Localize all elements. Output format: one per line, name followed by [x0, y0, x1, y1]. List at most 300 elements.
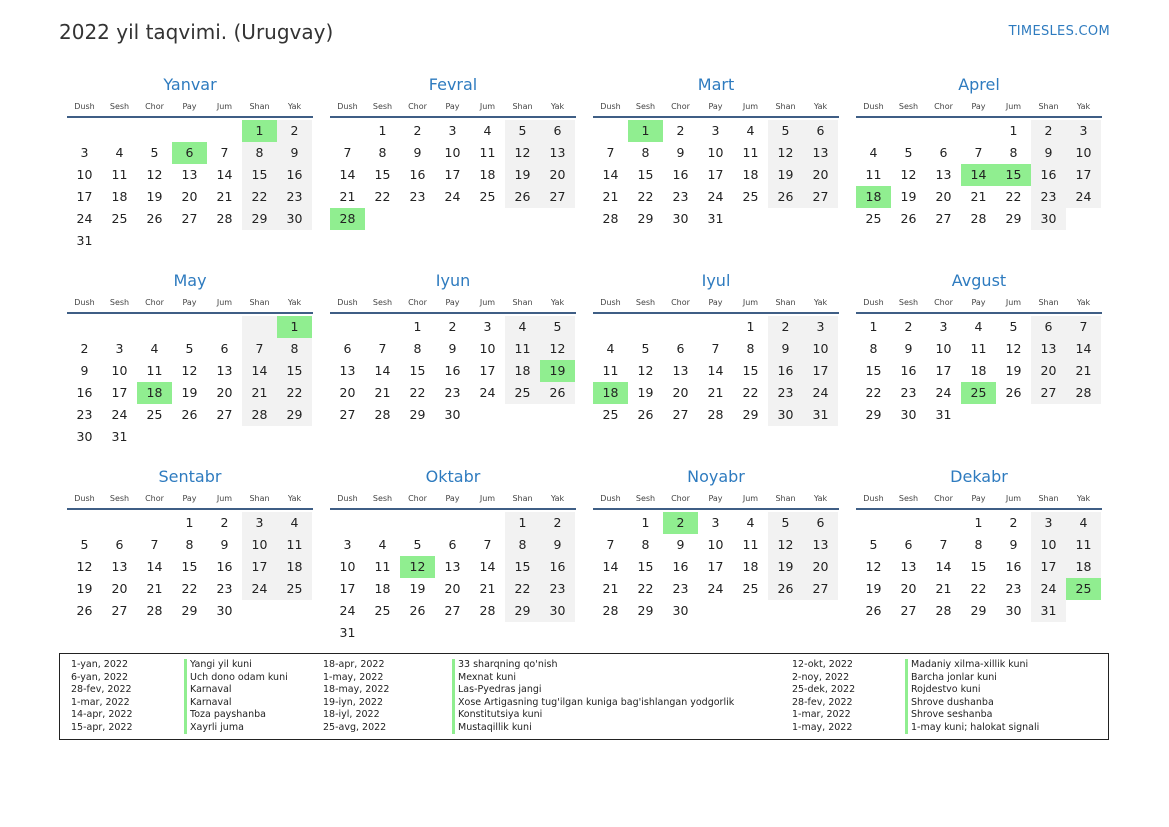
- calendar-day: 7: [242, 338, 277, 360]
- calendar-day: 21: [146, 581, 163, 596]
- calendar-day: 28: [1066, 382, 1101, 404]
- calendar-day: 7: [939, 537, 948, 552]
- calendar-day: 2: [277, 120, 312, 142]
- weekday-header: [856, 490, 1102, 510]
- calendar-day: 28: [242, 404, 277, 426]
- calendar-day: 23: [1031, 186, 1066, 208]
- calendar-day: 4: [869, 145, 878, 160]
- calendar-day: 11: [865, 167, 882, 182]
- weekday-label: Sesh: [898, 102, 919, 111]
- weekday-label: Shan: [775, 102, 796, 111]
- weekday-label: Jum: [742, 298, 759, 307]
- calendar-day: 8: [641, 145, 650, 160]
- calendar-day: 9: [904, 341, 913, 356]
- calendar-day: 22: [277, 382, 312, 404]
- empty-day: [926, 512, 961, 534]
- calendar-day: 8: [641, 537, 650, 552]
- calendar-day: 13: [1031, 338, 1066, 360]
- legend-row: [792, 709, 1169, 722]
- weekday-header: [330, 490, 576, 510]
- holiday-day: 25: [1066, 578, 1101, 600]
- weekday-label: Chor: [145, 102, 164, 111]
- calendar-day: 8: [378, 145, 387, 160]
- month-name: Iyun: [435, 271, 471, 290]
- holiday-day: 19: [540, 360, 575, 382]
- calendar-day: 23: [540, 578, 575, 600]
- calendar-day: 20: [444, 581, 461, 596]
- calendar-day: 28: [146, 603, 163, 618]
- holiday-date: 1-may, 2022: [792, 721, 853, 733]
- calendar-day: 29: [970, 603, 987, 618]
- weekday-label: Dush: [863, 494, 884, 503]
- calendar-day: 2: [904, 319, 913, 334]
- calendar-day: 19: [1005, 363, 1022, 378]
- calendar-day: 26: [181, 407, 198, 422]
- calendar-day: 17: [1066, 164, 1101, 186]
- weekday-label: Yak: [813, 494, 828, 503]
- calendar-day: 12: [146, 167, 163, 182]
- weekday-label: Chor: [145, 298, 164, 307]
- calendar-day: 28: [602, 211, 619, 226]
- weekday-label: Chor: [671, 298, 690, 307]
- calendar-day: 19: [900, 189, 917, 204]
- empty-day: [67, 316, 102, 338]
- calendar-day: 11: [505, 338, 540, 360]
- empty-day: [435, 512, 470, 534]
- calendar-day: 17: [76, 189, 93, 204]
- calendar-day: 29: [637, 211, 654, 226]
- calendar-day: 1: [378, 123, 387, 138]
- holiday-day: 1: [628, 120, 663, 142]
- calendar-day: 22: [181, 581, 198, 596]
- calendar-day: 8: [277, 338, 312, 360]
- empty-day: [628, 316, 663, 338]
- holiday-name: Madaniy xilma-xillik kuni: [905, 659, 1028, 672]
- month-block: [593, 72, 839, 264]
- calendar-day: 27: [803, 186, 838, 208]
- calendar-day: 8: [413, 341, 422, 356]
- calendar-day: 24: [707, 189, 724, 204]
- legend-row: [323, 684, 823, 697]
- calendar-day: 23: [409, 189, 426, 204]
- weekday-label: Pay: [445, 494, 460, 503]
- weekday-header: [67, 490, 313, 510]
- calendar-day: 28: [935, 603, 952, 618]
- weekday-label: Pay: [182, 298, 197, 307]
- weekday-label: Chor: [145, 494, 164, 503]
- holiday-day: 2: [663, 512, 698, 534]
- empty-day: [891, 120, 926, 142]
- calendar-day: 16: [1031, 164, 1066, 186]
- calendar-day: 26: [409, 603, 426, 618]
- calendar-day: 26: [76, 603, 93, 618]
- calendar-day: 1: [1009, 123, 1018, 138]
- calendar-day: 3: [80, 145, 89, 160]
- calendar-day: 14: [216, 167, 233, 182]
- weekday-label: Yak: [813, 298, 828, 307]
- calendar-day: 10: [707, 145, 724, 160]
- calendar-day: 21: [970, 189, 987, 204]
- calendar-day: 9: [676, 145, 685, 160]
- calendar-day: 3: [242, 512, 277, 534]
- weekday-label: Jum: [742, 102, 759, 111]
- empty-day: [102, 316, 137, 338]
- calendar-day: 30: [444, 407, 461, 422]
- month-name: Aprel: [958, 75, 1000, 94]
- calendar-day: 22: [970, 581, 987, 596]
- calendar-day: 9: [220, 537, 229, 552]
- calendar-day: 21: [602, 581, 619, 596]
- calendar-day: 25: [742, 581, 759, 596]
- holiday-day: 1: [242, 120, 277, 142]
- legend-row: [323, 722, 823, 735]
- day-grid: [67, 120, 313, 252]
- calendar-day: 25: [742, 189, 759, 204]
- calendar-day: 21: [1066, 360, 1101, 382]
- weekday-header: [330, 98, 576, 118]
- calendar-day: 20: [216, 385, 233, 400]
- calendar-day: 12: [900, 167, 917, 182]
- calendar-day: 27: [444, 603, 461, 618]
- calendar-day: 24: [242, 578, 277, 600]
- calendar-day: 5: [768, 512, 803, 534]
- calendar-day: 24: [111, 407, 128, 422]
- empty-day: [330, 120, 365, 142]
- calendar-day: 18: [374, 581, 391, 596]
- weekday-header: [593, 490, 839, 510]
- calendar-day: 24: [479, 385, 496, 400]
- calendar-day: 29: [242, 208, 277, 230]
- month-block: [330, 72, 576, 264]
- calendar-day: 16: [1005, 559, 1022, 574]
- holiday-name: Toza payshanba: [184, 709, 266, 722]
- month-name: Yanvar: [163, 75, 217, 94]
- weekday-label: Dush: [74, 102, 95, 111]
- holiday-day: 18: [856, 186, 891, 208]
- empty-day: [137, 316, 172, 338]
- weekday-label: Dush: [863, 102, 884, 111]
- legend-row: [323, 659, 823, 672]
- empty-day: [470, 512, 505, 534]
- empty-day: [365, 512, 400, 534]
- calendar-day: 3: [711, 123, 720, 138]
- calendar-day: 12: [540, 338, 575, 360]
- calendar-day: 13: [111, 559, 128, 574]
- calendar-day: 15: [637, 559, 654, 574]
- holiday-name: 1-may kuni; halokat signali: [905, 722, 1039, 735]
- calendar-day: 11: [742, 145, 759, 160]
- calendar-day: 21: [339, 189, 356, 204]
- legend-column: [323, 659, 823, 734]
- calendar-day: 9: [80, 363, 89, 378]
- calendar-day: 5: [904, 145, 913, 160]
- legend-row: [792, 684, 1169, 697]
- calendar-day: 2: [413, 123, 422, 138]
- brand-link[interactable]: TIMESLES.COM: [1008, 24, 1110, 39]
- calendar-day: 21: [479, 581, 496, 596]
- weekday-label: Yak: [550, 102, 565, 111]
- day-grid: [856, 120, 1102, 230]
- calendar-day: 21: [707, 385, 724, 400]
- weekday-label: Jum: [1005, 102, 1022, 111]
- calendar-day: 4: [378, 537, 387, 552]
- calendar-day: 11: [146, 363, 163, 378]
- calendar-day: 14: [374, 363, 391, 378]
- weekday-label: Yak: [1076, 298, 1091, 307]
- weekday-label: Yak: [1076, 494, 1091, 503]
- weekday-label: Shan: [249, 494, 270, 503]
- calendar-day: 27: [540, 186, 575, 208]
- calendar-day: 16: [409, 167, 426, 182]
- calendar-day: 23: [444, 385, 461, 400]
- calendar-day: 12: [505, 142, 540, 164]
- calendar-day: 12: [181, 363, 198, 378]
- calendar-day: 19: [409, 581, 426, 596]
- calendar-day: 15: [505, 556, 540, 578]
- calendar-day: 22: [242, 186, 277, 208]
- calendar-day: 26: [768, 186, 803, 208]
- empty-day: [698, 316, 733, 338]
- day-grid: [856, 316, 1102, 426]
- calendar-day: 6: [803, 512, 838, 534]
- calendar-day: 25: [602, 407, 619, 422]
- calendar-day: 23: [277, 186, 312, 208]
- month-name: Mart: [697, 75, 735, 94]
- calendar-day: 3: [448, 123, 457, 138]
- calendar-day: 8: [974, 537, 983, 552]
- calendar-day: 6: [448, 537, 457, 552]
- calendar-day: 6: [676, 341, 685, 356]
- calendar-day: 22: [374, 189, 391, 204]
- day-grid: [67, 512, 313, 622]
- calendar-day: 22: [742, 385, 759, 400]
- month-name: Iyul: [701, 271, 731, 290]
- weekday-label: Sesh: [898, 494, 919, 503]
- calendar-day: 27: [216, 407, 233, 422]
- weekday-label: Jum: [216, 494, 233, 503]
- weekday-label: Shan: [1038, 298, 1059, 307]
- calendar-day: 20: [540, 164, 575, 186]
- weekday-label: Jum: [479, 494, 496, 503]
- calendar-day: 20: [111, 581, 128, 596]
- calendar-day: 24: [1031, 578, 1066, 600]
- empty-day: [330, 512, 365, 534]
- calendar-day: 25: [479, 189, 496, 204]
- holiday-date: 18-may, 2022: [323, 684, 390, 695]
- weekday-label: Sesh: [109, 298, 130, 307]
- weekday-label: Pay: [708, 494, 723, 503]
- calendar-day: 9: [1031, 142, 1066, 164]
- calendar-day: 21: [216, 189, 233, 204]
- month-block: [67, 72, 313, 264]
- calendar-day: 22: [637, 581, 654, 596]
- month-name: Dekabr: [950, 467, 1008, 486]
- legend-row: [323, 709, 823, 722]
- empty-day: [102, 512, 137, 534]
- holiday-name: Karnaval: [184, 684, 232, 697]
- calendar-day: 24: [76, 211, 93, 226]
- calendar-day: 9: [413, 145, 422, 160]
- month-name: Oktabr: [425, 467, 481, 486]
- calendar-day: 26: [900, 211, 917, 226]
- weekday-label: Shan: [512, 494, 533, 503]
- calendar-day: 21: [935, 581, 952, 596]
- calendar-day: 31: [1031, 600, 1066, 622]
- calendar-day: 15: [970, 559, 987, 574]
- calendar-day: 13: [216, 363, 233, 378]
- calendar-day: 28: [374, 407, 391, 422]
- calendar-day: 16: [672, 167, 689, 182]
- calendar-day: 12: [637, 363, 654, 378]
- holiday-day: 18: [137, 382, 172, 404]
- weekday-label: Sesh: [372, 102, 393, 111]
- calendar-day: 19: [146, 189, 163, 204]
- weekday-label: Dush: [600, 298, 621, 307]
- calendar-day: 13: [900, 559, 917, 574]
- calendar-day: 29: [637, 603, 654, 618]
- calendar-day: 14: [242, 360, 277, 382]
- calendar-day: 17: [707, 167, 724, 182]
- weekday-label: Shan: [512, 102, 533, 111]
- calendar-day: 1: [869, 319, 878, 334]
- calendar-day: 4: [150, 341, 159, 356]
- weekday-label: Shan: [775, 494, 796, 503]
- weekday-label: Pay: [182, 102, 197, 111]
- calendar-day: 8: [185, 537, 194, 552]
- calendar-day: 17: [707, 559, 724, 574]
- weekday-label: Dush: [337, 102, 358, 111]
- weekday-label: Jum: [479, 102, 496, 111]
- calendar-day: 5: [150, 145, 159, 160]
- calendar-day: 3: [803, 316, 838, 338]
- holiday-name: 33 sharqning qo'nish: [452, 659, 558, 672]
- day-grid: [593, 512, 839, 622]
- calendar-day: 2: [80, 341, 89, 356]
- calendar-day: 28: [602, 603, 619, 618]
- calendar-day: 24: [707, 581, 724, 596]
- calendar-day: 15: [865, 363, 882, 378]
- calendar-day: 23: [672, 581, 689, 596]
- empty-day: [891, 512, 926, 534]
- weekday-header: [67, 294, 313, 314]
- calendar-day: 10: [111, 363, 128, 378]
- weekday-label: Yak: [813, 102, 828, 111]
- calendar-day: 30: [277, 208, 312, 230]
- legend-row: [792, 659, 1169, 672]
- calendar-day: 24: [935, 385, 952, 400]
- empty-day: [330, 316, 365, 338]
- calendar-day: 12: [768, 142, 803, 164]
- calendar-day: 6: [1031, 316, 1066, 338]
- weekday-label: Sesh: [635, 298, 656, 307]
- calendar-day: 13: [540, 142, 575, 164]
- weekday-label: Yak: [550, 298, 565, 307]
- day-grid: [593, 120, 839, 230]
- month-block: [593, 464, 839, 656]
- calendar-day: 13: [339, 363, 356, 378]
- day-grid: [593, 316, 839, 426]
- calendar-day: 10: [803, 338, 838, 360]
- calendar-day: 29: [505, 600, 540, 622]
- weekday-label: Pay: [182, 494, 197, 503]
- weekday-label: Yak: [287, 298, 302, 307]
- calendar-day: 18: [1066, 556, 1101, 578]
- calendar-day: 9: [448, 341, 457, 356]
- calendar-day: 13: [444, 559, 461, 574]
- calendar-day: 10: [1031, 534, 1066, 556]
- weekday-label: Pay: [708, 102, 723, 111]
- empty-day: [400, 512, 435, 534]
- empty-day: [207, 316, 242, 338]
- calendar-day: 7: [150, 537, 159, 552]
- calendar-day: 11: [111, 167, 128, 182]
- calendar-day: 31: [707, 211, 724, 226]
- day-grid: [67, 316, 313, 448]
- holiday-name: Mustaqillik kuni: [452, 722, 532, 735]
- calendar-day: 20: [935, 189, 952, 204]
- calendar-day: 1: [413, 319, 422, 334]
- empty-day: [207, 120, 242, 142]
- holiday-name: Konstitutsiya kuni: [452, 709, 542, 722]
- calendar-day: 28: [970, 211, 987, 226]
- calendar-day: 25: [277, 578, 312, 600]
- calendar-day: 11: [374, 559, 391, 574]
- calendar-day: 10: [339, 559, 356, 574]
- calendar-day: 2: [540, 512, 575, 534]
- calendar-day: 27: [181, 211, 198, 226]
- calendar-day: 29: [181, 603, 198, 618]
- month-name: Fevral: [428, 75, 478, 94]
- calendar-day: 26: [637, 407, 654, 422]
- calendar-day: 12: [1005, 341, 1022, 356]
- calendar-day: 31: [935, 407, 952, 422]
- calendar-day: 17: [803, 360, 838, 382]
- weekday-label: Jum: [479, 298, 496, 307]
- calendar-day: 19: [76, 581, 93, 596]
- legend-row: [792, 672, 1169, 685]
- weekday-label: Chor: [934, 102, 953, 111]
- calendar-day: 16: [768, 360, 803, 382]
- weekday-header: [330, 294, 576, 314]
- weekday-label: Dush: [337, 298, 358, 307]
- day-grid: [330, 120, 576, 230]
- calendar-day: 23: [900, 385, 917, 400]
- calendar-day: 4: [505, 316, 540, 338]
- calendar-day: 4: [115, 145, 124, 160]
- calendar-day: 5: [768, 120, 803, 142]
- month-block: [856, 464, 1102, 656]
- weekday-label: Shan: [512, 298, 533, 307]
- empty-day: [67, 120, 102, 142]
- empty-day: [856, 512, 891, 534]
- empty-day: [593, 316, 628, 338]
- weekday-label: Dush: [74, 298, 95, 307]
- calendar-day: 20: [803, 164, 838, 186]
- calendar-day: 9: [1009, 537, 1018, 552]
- holiday-date: 25-dek, 2022: [792, 684, 856, 695]
- calendar-day: 2: [676, 123, 685, 138]
- month-block: [67, 464, 313, 656]
- calendar-day: 27: [1031, 382, 1066, 404]
- weekday-label: Jum: [1005, 494, 1022, 503]
- weekday-label: Jum: [1005, 298, 1022, 307]
- empty-day: [365, 316, 400, 338]
- holiday-day: 14: [961, 164, 996, 186]
- calendar-day: 19: [865, 581, 882, 596]
- holiday-name: Uch dono odam kuni: [184, 672, 288, 685]
- calendar-day: 19: [768, 164, 803, 186]
- holiday-name: Shrove seshanba: [905, 709, 993, 722]
